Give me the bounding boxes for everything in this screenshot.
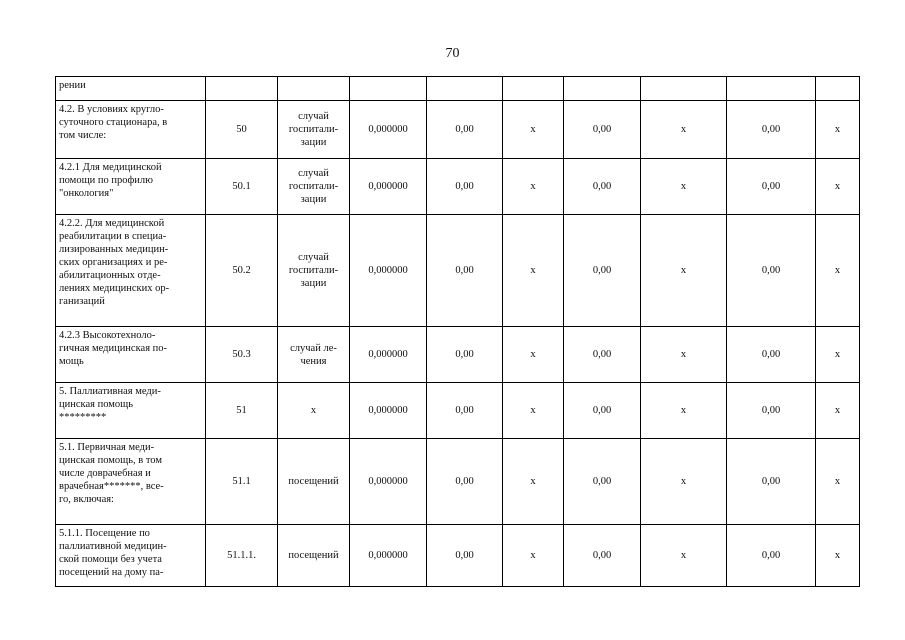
table-row: [56, 159, 860, 215]
table-row: [56, 327, 860, 383]
table-row: [56, 215, 860, 327]
cell-unit: случай госпитали- зации: [278, 159, 350, 215]
cell-value-6: 0,00: [727, 439, 816, 525]
cell-value-3: [503, 77, 564, 101]
table-row: [56, 101, 860, 159]
cell-unit: посещений: [278, 525, 350, 587]
cell-value-4: 0,00: [564, 327, 641, 383]
cell-unit: х: [278, 383, 350, 439]
cell-value-6: 0,00: [727, 383, 816, 439]
cell-name: 4.2.1 Для медицинской помощи по профилю "онкология": [56, 159, 206, 215]
cell-value-4: 0,00: [564, 101, 641, 159]
cell-code: 50.1: [206, 159, 278, 215]
cell-value-5: [641, 77, 727, 101]
cell-value-7: х: [816, 439, 860, 525]
cell-value-6: 0,00: [727, 327, 816, 383]
cell-value-2: 0,00: [427, 101, 503, 159]
cell-code: 50.3: [206, 327, 278, 383]
page-number: 70: [445, 46, 460, 61]
cell-value-2: 0,00: [427, 383, 503, 439]
cell-value-5: х: [641, 327, 727, 383]
cell-value-5: х: [641, 215, 727, 327]
cell-name: 4.2. В условиях кругло- суточного стационара, в том числе:: [56, 101, 206, 159]
table-row: [56, 77, 860, 101]
cell-value-2: 0,00: [427, 525, 503, 587]
cell-value-3: х: [503, 101, 564, 159]
cell-value-4: 0,00: [564, 383, 641, 439]
cell-name: 5.1.1. Посещение по паллиативной медицин- ской помощи без учета посещений на дому па-: [56, 525, 206, 587]
cell-value-2: 0,00: [427, 215, 503, 327]
cell-unit: посещений: [278, 439, 350, 525]
cell-value-2: [427, 77, 503, 101]
cell-value-3: х: [503, 215, 564, 327]
cell-unit: случай госпитали- зации: [278, 101, 350, 159]
cell-code: 51.1: [206, 439, 278, 525]
cell-value-4: [564, 77, 641, 101]
cell-value-7: х: [816, 101, 860, 159]
cell-code: 50.2: [206, 215, 278, 327]
cell-value-4: 0,00: [564, 525, 641, 587]
cell-name: 5. Паллиативная меди- цинская помощь *********: [56, 383, 206, 439]
cell-value-3: х: [503, 327, 564, 383]
cell-value-6: 0,00: [727, 101, 816, 159]
cell-value-6: 0,00: [727, 525, 816, 587]
table-row: [56, 383, 860, 439]
cell-value-1: 0,000000: [350, 439, 427, 525]
cell-name: 5.1. Первичная меди- цинская помощь, в том числе доврачебная и врачебная*******, все- го, включая:: [56, 439, 206, 525]
cell-value-3: х: [503, 525, 564, 587]
cell-name: рении: [56, 77, 206, 101]
cell-value-5: х: [641, 439, 727, 525]
cell-value-3: х: [503, 159, 564, 215]
cell-value-1: 0,000000: [350, 159, 427, 215]
cell-value-4: 0,00: [564, 215, 641, 327]
cell-value-6: [727, 77, 816, 101]
cell-value-7: х: [816, 215, 860, 327]
cell-value-7: х: [816, 327, 860, 383]
cell-value-6: 0,00: [727, 159, 816, 215]
cell-unit: [278, 77, 350, 101]
cell-value-1: 0,000000: [350, 525, 427, 587]
cell-value-7: х: [816, 383, 860, 439]
cell-value-5: х: [641, 101, 727, 159]
cell-name: 4.2.3 Высокотехноло- гичная медицинская по- мощь: [56, 327, 206, 383]
cell-value-5: х: [641, 159, 727, 215]
cell-value-7: х: [816, 525, 860, 587]
cell-name: 4.2.2. Для медицинской реабилитации в специа- лизированных медицин- ских организациях и ре- абилитационных отде- лениях медицинских ор- ганизаций: [56, 215, 206, 327]
cell-value-1: 0,000000: [350, 383, 427, 439]
cell-code: 51.1.1.: [206, 525, 278, 587]
cell-value-4: 0,00: [564, 159, 641, 215]
table-row: [56, 525, 860, 587]
cell-value-1: [350, 77, 427, 101]
cell-code: [206, 77, 278, 101]
cell-value-5: х: [641, 525, 727, 587]
cell-value-1: 0,000000: [350, 101, 427, 159]
cell-value-7: [816, 77, 860, 101]
cell-code: 50: [206, 101, 278, 159]
cell-unit: случай ле- чения: [278, 327, 350, 383]
table-row: [56, 439, 860, 525]
cell-code: 51: [206, 383, 278, 439]
cell-value-1: 0,000000: [350, 215, 427, 327]
cell-value-1: 0,000000: [350, 327, 427, 383]
cell-value-2: 0,00: [427, 159, 503, 215]
cell-value-5: х: [641, 383, 727, 439]
cell-unit: случай госпитали- зации: [278, 215, 350, 327]
cell-value-7: х: [816, 159, 860, 215]
data-table: [55, 76, 860, 587]
cell-value-3: х: [503, 383, 564, 439]
cell-value-2: 0,00: [427, 327, 503, 383]
cell-value-4: 0,00: [564, 439, 641, 525]
cell-value-3: х: [503, 439, 564, 525]
cell-value-2: 0,00: [427, 439, 503, 525]
cell-value-6: 0,00: [727, 215, 816, 327]
